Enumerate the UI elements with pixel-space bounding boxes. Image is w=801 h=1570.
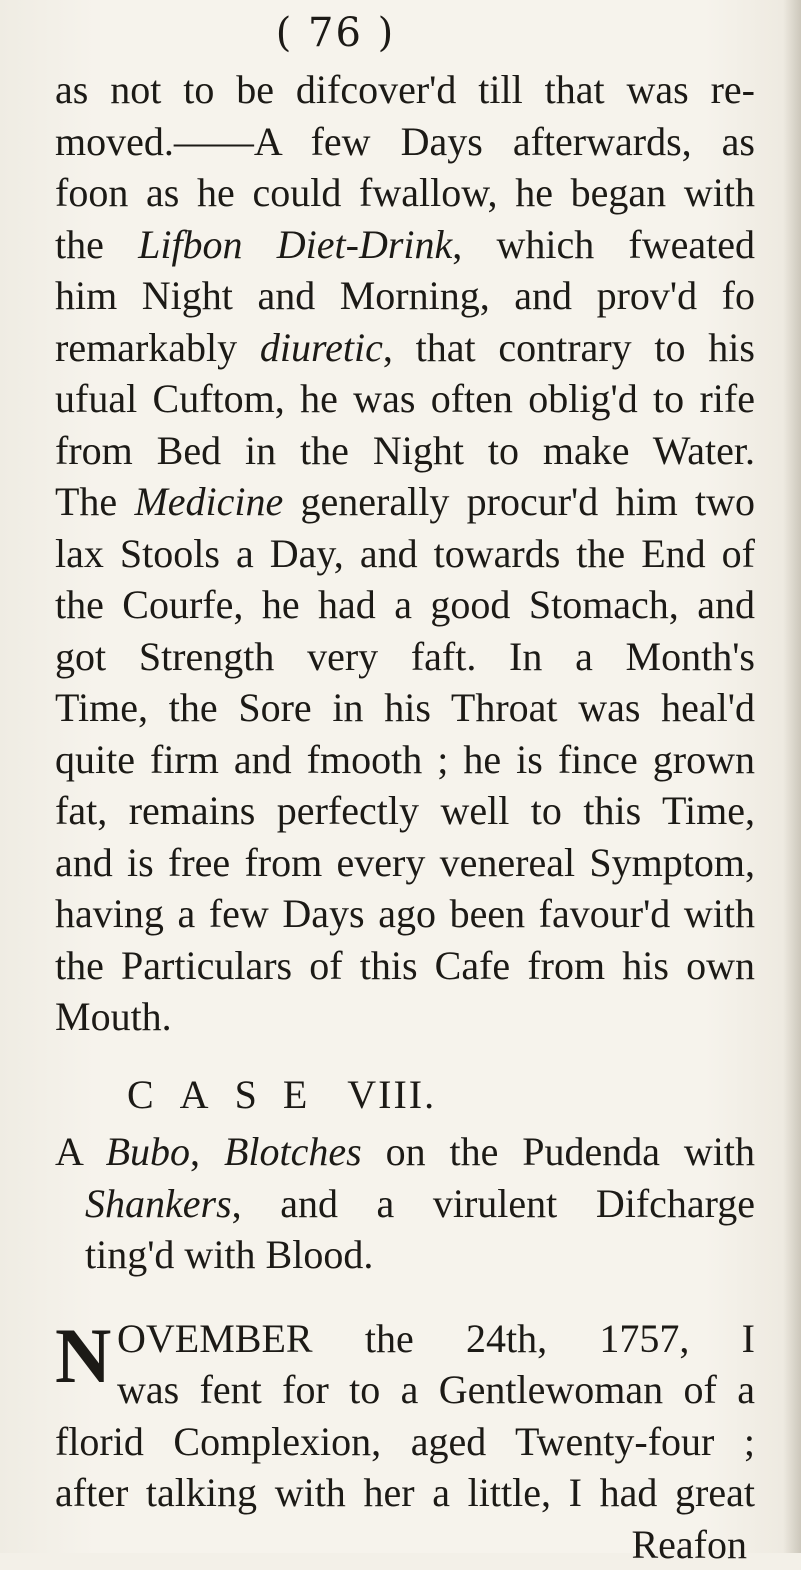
italic-term: Lifbon Diet-Drink	[138, 222, 452, 267]
text-run: remarkably	[55, 325, 260, 370]
text-line: the Courfe, he had a good Stomach, and	[55, 579, 755, 631]
text-run: , which fweated	[452, 222, 755, 267]
text-line: quite firm and fmooth ; he is fince grown	[55, 734, 755, 786]
drop-cap: N	[55, 1317, 111, 1395]
text-line	[55, 476, 755, 528]
text-line: lax Stools a Day, and towards the End of	[55, 528, 755, 580]
text-line: Mouth.	[55, 991, 755, 1043]
text-run: generally procur'd him two	[283, 479, 755, 524]
text-line: him Night and Morning, and prov'd fo	[55, 270, 755, 322]
text-line: ting'd with Blood.	[55, 1229, 755, 1281]
text-line: OVEMBER the 24th, 1757, I	[55, 1313, 755, 1365]
text-run: on the Pudenda with	[362, 1129, 755, 1174]
text-line: having a few Days ago been favour'd with	[55, 888, 755, 940]
text-run: ,	[190, 1129, 224, 1174]
text-run: , and a virulent Difcharge	[232, 1181, 755, 1226]
text-run: , that contrary to his	[383, 325, 755, 370]
text-line: Time, the Sore in his Throat was heal'd	[55, 682, 755, 734]
italic-term: diuretic	[260, 325, 383, 370]
text-line: moved.——A few Days afterwards, as	[55, 116, 755, 168]
italic-term: Medicine	[134, 479, 283, 524]
text-run: The	[55, 479, 134, 524]
text-line: foon as he could fwallow, he began with	[55, 167, 755, 219]
paragraph-1	[55, 64, 755, 1043]
text-run: A	[55, 1129, 106, 1174]
case-summary	[55, 1126, 755, 1281]
text-line	[55, 219, 755, 271]
page-edge-shadow	[783, 0, 801, 1553]
italic-term: Bubo	[106, 1129, 190, 1174]
text-line	[55, 1126, 755, 1178]
paragraph-2	[55, 1313, 755, 1570]
text-line: from Bed in the Night to make Water.	[55, 425, 755, 477]
text-line	[55, 322, 755, 374]
text-line: florid Complexion, aged Twenty-four ;	[55, 1416, 755, 1468]
page-body	[55, 64, 755, 1570]
text-line: and is free from every venereal Symptom,	[55, 837, 755, 889]
text-line: was fent for to a Gentlewoman of a	[55, 1364, 755, 1416]
catchword: Reafon	[55, 1519, 755, 1570]
italic-term: Shankers	[85, 1181, 232, 1226]
text-line: after talking with her a little, I had great	[55, 1467, 755, 1519]
text-line: ufual Cuftom, he was often oblig'd to rife	[55, 373, 755, 425]
text-line: fat, remains perfectly well to this Time,	[55, 785, 755, 837]
case-heading-word: CASE	[127, 1072, 333, 1117]
text-line	[55, 1178, 755, 1230]
text-line: the Particulars of this Cafe from his own	[55, 940, 755, 992]
case-heading	[55, 1069, 755, 1121]
text-line: as not to be difcover'd till that was re-	[55, 64, 755, 116]
italic-term: Blotches	[224, 1129, 362, 1174]
text-line: got Strength very faft. In a Month's	[55, 631, 755, 683]
page-number: ( 76 )	[0, 10, 801, 56]
case-heading-number: VIII.	[347, 1072, 436, 1117]
text-run: the	[55, 222, 138, 267]
